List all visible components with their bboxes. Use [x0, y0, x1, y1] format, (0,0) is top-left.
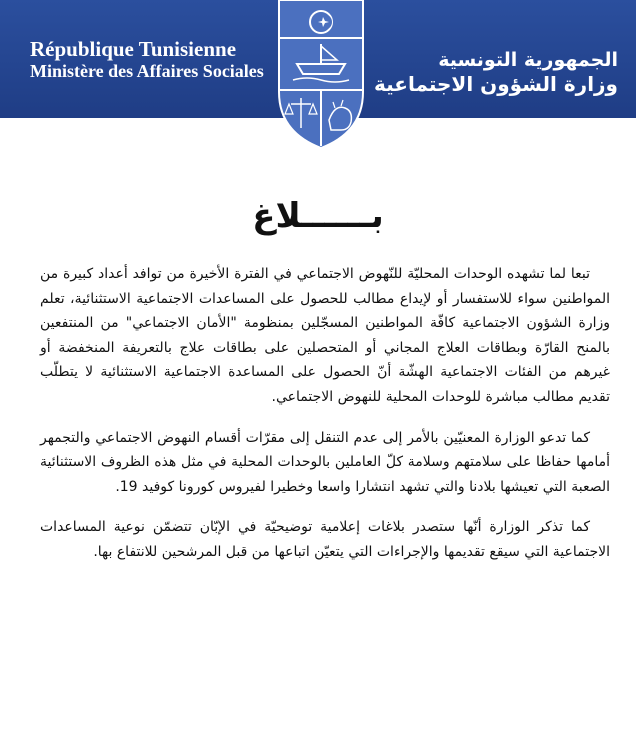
republic-name-fr: République Tunisienne — [30, 37, 237, 61]
body-paragraph-3: كما تذكر الوزارة أنّها ستصدر بلاغات إعلامية توضيحيّة في الإبّان تتضمّن نوعية المساعدات الاجتماعية التي سيقع تقديمها والإجراءات التي يتعيّن اتباعها من قبل المرشحين للانتفاع بها. — [40, 519, 610, 560]
document-title: بــــــلاغ — [252, 196, 384, 236]
tunisia-coat-of-arms-icon — [273, 0, 369, 150]
ministry-name-ar: وزارة الشؤون الاجتماعية — [373, 72, 618, 96]
body-paragraph-1: تبعا لما تشهده الوحدات المحليّة للنّهوض الاجتماعي في الفترة الأخيرة من توافد أعداد كبيرة من المواطنين سواء للاستفسار أو لإيداع مطالب للحصول على المساعدات الاجتماعية الاستثنائية، تعلم وزارة الشؤون الاجتماعية كافّة المواطنين المسجّلين بمنظومة "الأمان الاجتماعي" من المنتفعين بالمنح القارّة وبطاقات العلاج المجاني أو المتحصلين على بطاقات علاج بالتعريفة المنخفضة أو غيرهم من الفئات الاجتماعية الهشّة أنّ الحصول على المساعدة الاجتماعية الاستثنائية لا يتطلّب تقديم مطالب مباشرة للوحدات المحلية للنهوض الاجتماعي. — [40, 266, 610, 405]
body-paragraph-2: كما تدعو الوزارة المعنيّين بالأمر إلى عدم التنقل إلى مقرّات أقسام النهوض الاجتماعي والتجمهر أمامها حفاظا على سلامتهم وسلامة كلّ العاملين بالوحدات المحلية في مثل هذه الظروف الاستثنائية الصعبة التي تعيشها بلادنا والتي تشهد انتشارا واسعا وخطيرا لفيروس كورونا كوفيد 19. — [40, 429, 610, 495]
document-body — [40, 262, 610, 581]
ministry-name-fr: Ministère des Affaires Sociales — [30, 61, 264, 81]
republic-name-ar: الجمهورية التونسية — [438, 49, 618, 71]
french-title — [30, 38, 264, 82]
arabic-title — [374, 48, 618, 96]
